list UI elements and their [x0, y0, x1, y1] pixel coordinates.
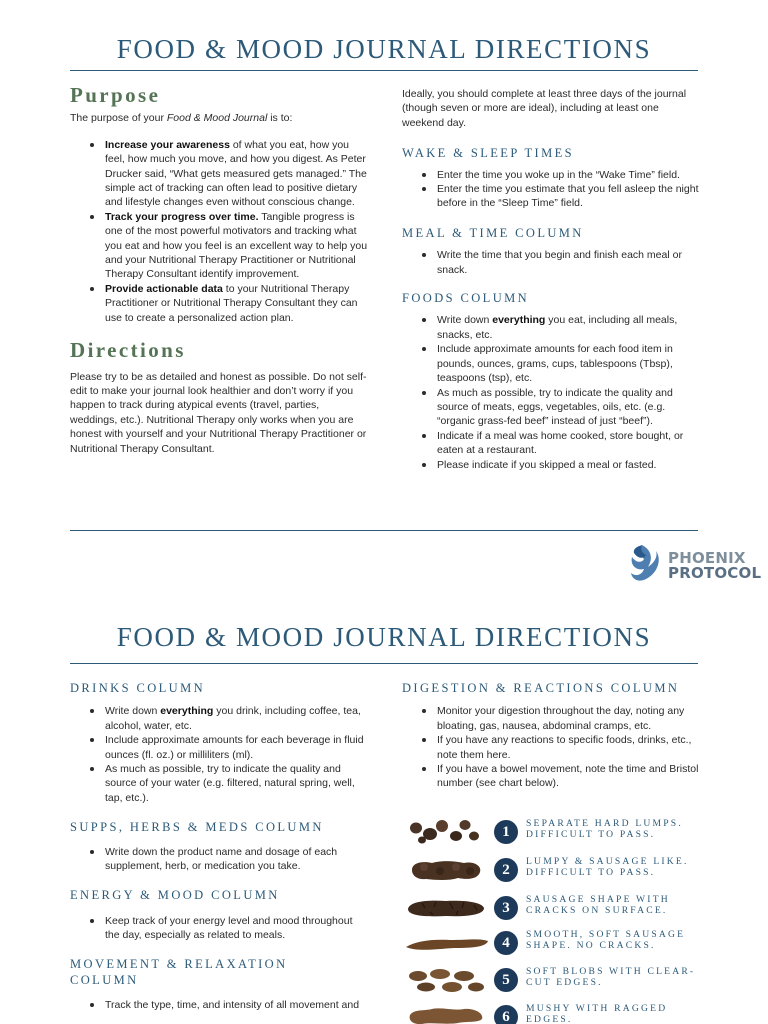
- left-column: [70, 681, 368, 1012]
- list-item: Provide actionable data to your Nutritional Therapy Practitioner or Nutritional Therapy Consultant they can use to create a personalized action plan.: [70, 282, 368, 325]
- bristol-number: 5: [494, 968, 518, 992]
- bristol-number: 1: [494, 820, 518, 844]
- stool-type-4-image: [402, 925, 490, 961]
- foods-list: [402, 313, 700, 471]
- bristol-description: SAUSAGE SHAPE WITH CRACKS ON SURFACE.: [526, 894, 670, 916]
- title-divider: [70, 663, 698, 664]
- bristol-type-1: [402, 814, 702, 850]
- logo-text: PHOENIX PROTOCOL: [668, 549, 762, 582]
- purpose-heading: Purpose: [70, 83, 161, 107]
- stool-type-3-image: [402, 890, 490, 926]
- directions-heading: Directions: [70, 338, 186, 363]
- bristol-description: SMOOTH, SOFT SAUSAGE SHAPE. NO CRACKS.: [526, 929, 686, 951]
- list-item: As much as possible, try to indicate the quality and source of meats, eggs, vegetables, oils, etc. (e.g. “organic grass-fed beef” instead of just “beef”).: [402, 386, 700, 429]
- bristol-type-3: [402, 890, 702, 926]
- page-title: FOOD & MOOD JOURNAL DIRECTIONS: [116, 34, 652, 64]
- bristol-description: SEPARATE HARD LUMPS. DIFFICULT TO PASS.: [526, 818, 683, 840]
- bristol-number: 3: [494, 896, 518, 920]
- movement-list: [70, 998, 368, 1012]
- list-item: Enter the time you woke up in the “Wake Time” field.: [402, 168, 700, 182]
- journal-page-2: [0, 594, 768, 1024]
- list-item: Increase your awareness of what you eat, how you feel, how much you move, and how you digest. As Peter Drucker said, “What gets measured gets managed.” The simple act of tracking can often lead to positive dietary and lifestyle changes even without conscious change.: [70, 138, 368, 210]
- drinks-heading: DRINKS COLUMN: [70, 681, 206, 695]
- digestion-list: [402, 704, 702, 790]
- directions-text: Please try to be as detailed and honest as possible. Do not self-edit to make your journal look healthier and don’t worry if you happen to track during atypical events (travel, parties, weddings, etc.). Nutritional Therapy only works when you are honest with yourself and your Nutritional Therapy Practitioner or Nutritional Therapy Consultant.: [70, 370, 367, 455]
- meal-time-heading: MEAL & TIME COLUMN: [402, 225, 584, 240]
- drinks-list: [70, 704, 368, 805]
- wake-sleep-heading: WAKE & SLEEP TIMES: [402, 146, 575, 161]
- list-item: Include approximate amounts for each beverage in fluid ounces (fl. oz.) or milliliters (ml).: [70, 733, 368, 762]
- energy-list: [70, 914, 368, 943]
- title-divider: [70, 70, 698, 71]
- list-item: If you have a bowel movement, note the time and Bristol number (see chart below).: [402, 762, 702, 791]
- purpose-list: [70, 138, 368, 325]
- list-item: Indicate if a meal was home cooked, store bought, or eaten at a restaurant.: [402, 429, 700, 458]
- meal-time-list: [402, 248, 700, 277]
- bristol-description: MUSHY WITH RAGGED EDGES.: [526, 1003, 668, 1024]
- list-item: Enter the time you estimate that you fell asleep the night before in the “Sleep Time” field.: [402, 182, 700, 211]
- bristol-type-5: [402, 962, 702, 998]
- bristol-type-2: [402, 852, 702, 888]
- bristol-number: 2: [494, 858, 518, 882]
- list-item: If you have any reactions to specific foods, drinks, etc., note them here.: [402, 733, 702, 762]
- bristol-number: 6: [494, 1005, 518, 1024]
- stool-type-2-image: [402, 852, 490, 888]
- wake-sleep-list: [402, 168, 700, 211]
- page-title: FOOD & MOOD JOURNAL DIRECTIONS: [116, 622, 652, 652]
- movement-heading: MOVEMENT & RELAXATION COLUMN: [70, 956, 288, 988]
- supps-heading: SUPPS, HERBS & MEDS COLUMN: [70, 820, 324, 835]
- right-column: [402, 87, 700, 472]
- footer-divider: [70, 530, 698, 531]
- list-item: Write down the product name and dosage of each supplement, herb, or medication you take.: [70, 845, 368, 874]
- bristol-type-6: [402, 999, 702, 1024]
- digestion-heading: DIGESTION & REACTIONS COLUMN: [402, 681, 680, 695]
- purpose-intro: The purpose of your Food & Mood Journal is to:: [70, 112, 293, 125]
- supps-list: [70, 845, 368, 874]
- bristol-description: LUMPY & SAUSAGE LIKE. DIFFICULT TO PASS.: [526, 856, 689, 878]
- stool-type-1-image: [402, 814, 490, 850]
- phoenix-protocol-logo: [628, 543, 768, 585]
- foods-heading: FOODS COLUMN: [402, 291, 530, 306]
- stool-type-5-image: [402, 962, 490, 998]
- energy-heading: ENERGY & MOOD COLUMN: [70, 888, 280, 903]
- list-item: Monitor your digestion throughout the day, noting any bloating, gas, nausea, abdominal cramps, etc.: [402, 704, 702, 733]
- stool-type-6-image: [402, 999, 490, 1024]
- list-item: As much as possible, try to indicate the quality and source of your water (e.g. filtered, natural spring, well, tap, etc.).: [70, 762, 368, 805]
- phoenix-icon: [628, 543, 664, 585]
- list-item: Include approximate amounts for each food item in pounds, ounces, grams, cups, tablespoons (Tbsp), teaspoons (tsp), etc.: [402, 342, 700, 385]
- bristol-type-4: [402, 925, 702, 961]
- list-item: Track your progress over time. Tangible progress is one of the most powerful motivators and tracking what you eat and how you feel is an excellent way to help you and your Nutritional Therapy Practitioner or Nutritional Therapy Consultant identify improvement.: [70, 210, 368, 282]
- list-item: Write down everything you eat, including all meals, snacks, etc.: [402, 313, 700, 342]
- list-item: Keep track of your energy level and mood throughout the day, especially as related to meals.: [70, 914, 368, 943]
- left-column: [70, 83, 368, 456]
- list-item: Please indicate if you skipped a meal or fasted.: [402, 458, 700, 472]
- bristol-description: SOFT BLOBS WITH CLEAR-CUT EDGES.: [526, 966, 696, 988]
- list-item: Write down everything you drink, including coffee, tea, alcohol, water, etc.: [70, 704, 368, 733]
- list-item: Track the type, time, and intensity of all movement and: [70, 998, 368, 1012]
- ideally-text: Ideally, you should complete at least three days of the journal (though seven or more are ideal), including at least one weekend day.: [402, 88, 687, 129]
- list-item: Write the time that you begin and finish each meal or snack.: [402, 248, 700, 277]
- bristol-number: 4: [494, 931, 518, 955]
- right-column: [402, 681, 702, 791]
